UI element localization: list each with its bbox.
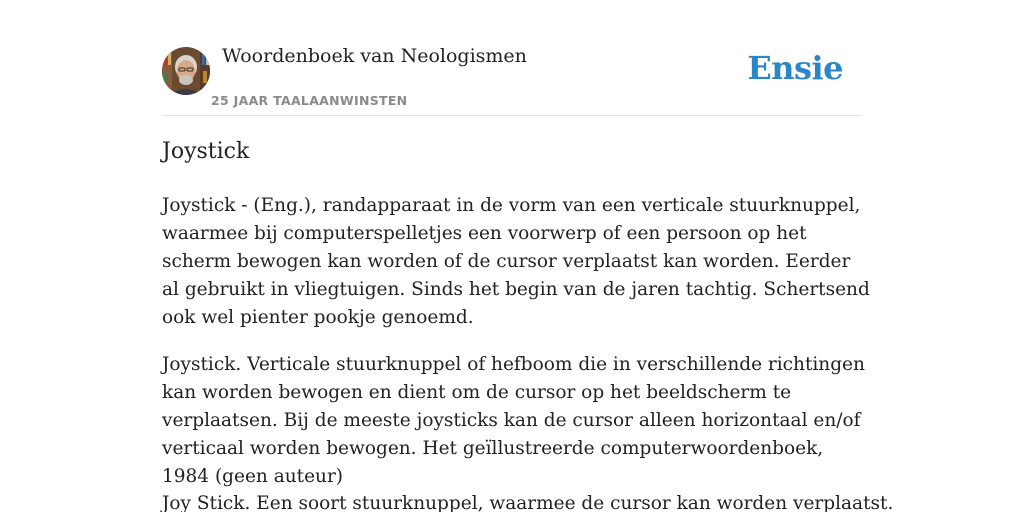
definition-paragraph: Joystick - (Eng.), randapparaat in de vorm van een verticale stuurknuppel, waarmee bij computerspelletjes een voorwerp of een persoon op het scherm bewogen kan worden of de cursor verplaatst kan worden. Eerder al gebruikt in vliegtuigen. Sinds het begin van de jaren tachtig. Schertsend ook wel pienter pookje genoemd.: [162, 195, 870, 328]
source-title[interactable]: Woordenboek van Neologismen: [222, 45, 527, 67]
entry-title: Joystick: [162, 139, 250, 164]
brand-logo[interactable]: Ensie: [747, 49, 843, 87]
author-avatar-image: [162, 47, 210, 95]
avatar[interactable]: [162, 47, 210, 95]
source-subtitle: 25 JAAR TAALAANWINSTEN: [211, 93, 408, 108]
definition-paragraph: Joystick. Verticale stuurknuppel of hefboom die in verschillende richtingen kan worden bewogen en dient om de cursor op het beeldscherm te verplaatsen. Bij de meeste joysticks kan de cursor alleen horizontaal en/of verticaal worden bewogen. Het geïllustreerde computerwoordenboek, 1984 (geen auteur): [162, 354, 865, 487]
header-divider: [162, 115, 862, 116]
definition-paragraph: Joy Stick. Een soort stuurknuppel, waarmee de cursor kan worden verplaatst.: [162, 493, 894, 512]
